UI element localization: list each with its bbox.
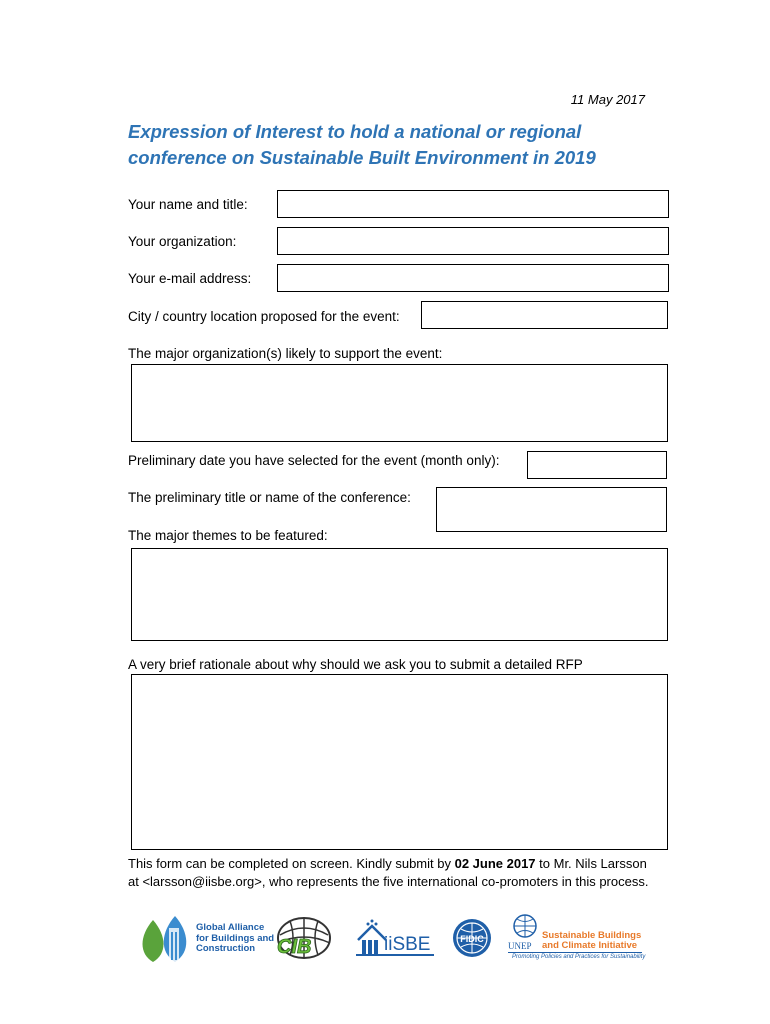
- organization-input[interactable]: [277, 227, 669, 255]
- note-part-2: to Mr. Nils Larsson: [535, 856, 647, 871]
- gabc-line-1: Global Alliance: [196, 922, 265, 933]
- city-label: City / country location proposed for the event:: [128, 309, 400, 324]
- themes-textarea[interactable]: [131, 548, 668, 641]
- cib-logo-text: CIB: [277, 936, 312, 958]
- email-input[interactable]: [277, 264, 669, 292]
- partner-logos: [130, 910, 650, 966]
- gabc-logo-icon: [135, 914, 197, 964]
- gabc-line-3: Construction: [196, 943, 256, 954]
- email-label: Your e-mail address:: [128, 271, 252, 286]
- conference-title-input[interactable]: [436, 487, 667, 532]
- support-orgs-textarea[interactable]: [131, 364, 668, 442]
- themes-label: The major themes to be featured:: [128, 528, 328, 543]
- fidic-logo-text: FIDIC: [460, 934, 484, 944]
- note-part-1: This form can be completed on screen. Kindly submit by: [128, 856, 455, 871]
- organization-label: Your organization:: [128, 234, 237, 249]
- sbci-line-1: Sustainable Buildings: [542, 930, 642, 941]
- submission-note: [128, 855, 668, 891]
- fidic-logo-icon: [451, 917, 493, 959]
- note-line-2: at <larsson@iisbe.org>, who represents the five international co-promoters in this process.: [128, 874, 649, 889]
- unep-text: UNEP: [508, 941, 532, 951]
- conference-title-label: The preliminary title or name of the conference:: [128, 490, 411, 505]
- rationale-textarea[interactable]: [131, 674, 668, 850]
- name-input[interactable]: [277, 190, 669, 218]
- support-orgs-label: The major organization(s) likely to support the event:: [128, 346, 443, 361]
- rationale-label: A very brief rationale about why should we ask you to submit a detailed RFP: [128, 657, 583, 672]
- gabc-logo-text: [196, 923, 274, 955]
- gabc-line-2: for Buildings and: [196, 932, 275, 944]
- iisbe-logo-text: iiSBE: [384, 934, 431, 955]
- sbci-line-2: and Climate Initiative: [542, 940, 638, 951]
- cib-logo-icon: [274, 915, 332, 961]
- sbci-divider: [508, 952, 642, 953]
- city-input[interactable]: [421, 301, 668, 329]
- document-date: 11 May 2017: [570, 92, 645, 107]
- sbci-logo-text: [542, 931, 641, 951]
- event-date-input[interactable]: [527, 451, 667, 479]
- unep-emblem-icon: [508, 912, 542, 942]
- event-date-label: Preliminary date you have selected for the event (month only):: [128, 453, 500, 468]
- iisbe-logo-icon: [354, 918, 436, 958]
- deadline: 02 June 2017: [454, 856, 536, 871]
- page-title: [128, 119, 688, 171]
- title-line-1: Expression of Interest to hold a national or regional: [128, 121, 582, 142]
- name-label: Your name and title:: [128, 197, 248, 212]
- title-line-2: conference on Sustainable Built Environment in 2019: [128, 147, 596, 168]
- sbci-tagline: Promoting Policies and Practices for Sustainability: [512, 954, 646, 960]
